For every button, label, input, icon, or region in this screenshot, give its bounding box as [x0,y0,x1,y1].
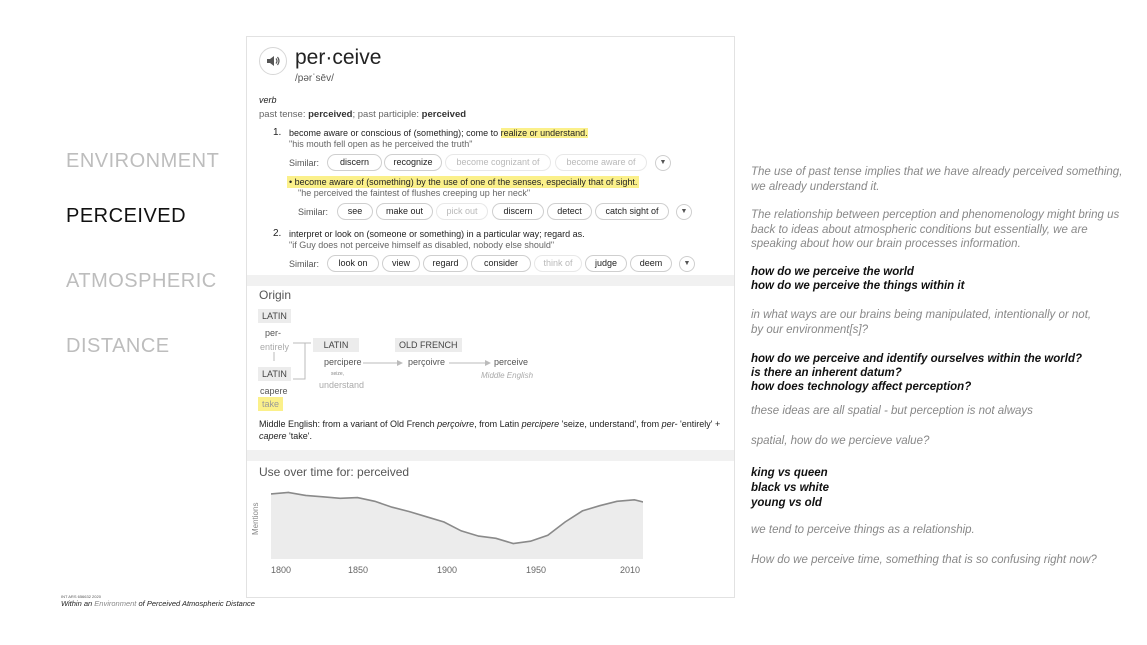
note-line: The use of past tense implies that we have already perceived something, [751,166,1123,178]
headword: per·ceive [295,46,382,69]
note-line: back to ideas about atmospheric conditions but essentially, we are [751,224,1088,236]
phonetic: /pərˈsēv/ [295,73,334,84]
synonym-chip[interactable]: look on [327,255,379,272]
chevron-down-icon[interactable]: ▼ [655,155,671,171]
chevron-down-icon[interactable]: ▼ [679,256,695,272]
root-percoivre: perçoivre [408,357,446,367]
note-line: in what ways are our brains being manipulated, intentionally or not, [751,309,1092,321]
footer-code: INT ARS 656632 2020 [61,594,101,599]
note-line: by our environment[s]? [751,324,868,336]
usage-point [340,498,341,499]
sense-1-sub-definition: • become aware of (something) by the use of one of the senses, especially that of sight. [289,177,638,187]
synonym-chip[interactable]: become cognizant of [445,154,551,171]
tense-line: past tense: perceived; past participle: perceived [259,109,467,120]
usage-point [565,521,566,522]
note-line: spatial, how do we percieve value? [751,435,930,447]
root-percipere: percipere [324,357,362,367]
note-line: how do we perceive and identify ourselves within the world? [751,353,1083,365]
sense-1-example: "his mouth fell open as he perceived the truth" [289,139,473,149]
note-line: king vs queen [751,467,828,479]
usage-point [357,497,358,498]
similar-label: Similar: [289,259,320,269]
x-tick-label: 1950 [526,565,547,575]
synonym-chip[interactable]: regard [423,255,468,272]
nav-environment[interactable]: ENVIRONMENT [66,150,220,172]
note-line: black vs white [751,482,829,494]
usage-point [426,516,427,517]
note-line: we tend to perceive things as a relationship. [751,524,975,536]
x-tick-label: 1800 [271,565,292,575]
lang-tag-old-french: OLD FRENCH [395,338,462,352]
synonym-chip[interactable]: discern [327,154,382,171]
note-line: how do we perceive the things within it [751,280,965,292]
synonym-chip[interactable]: pick out [436,203,488,220]
usage-point [513,543,514,544]
nav-distance[interactable]: DISTANCE [66,335,170,357]
chevron-down-icon[interactable]: ▼ [676,204,692,220]
usage-point [374,501,375,502]
usage-point [322,496,323,497]
synonym-chip[interactable]: think of [534,255,582,272]
usage-point [547,535,548,536]
divider [247,275,735,286]
root-capere-gloss: take [258,397,283,411]
lang-tag-latin: LATIN [258,367,291,381]
root-percipere-gloss: seize, [331,371,345,377]
synonym-chip[interactable]: see [337,203,373,220]
note-line: How do we perceive time, something that is so confusing right now? [751,554,1097,566]
root-perceive-lang: Middle English [481,371,534,380]
sense-1-number: 1. [273,127,282,138]
root-per-gloss: entirely [260,342,290,352]
note-line: The relationship between perception and phenomenology might bring us [751,209,1120,221]
synonym-chip[interactable]: detect [547,203,592,220]
usage-point [495,538,496,539]
etymology-text: Middle English: from a variant of Old French perçoivre, from Latin percipere 'seize, understand', from per- 'entirely' + capere 'take'. [259,419,721,441]
note-line: speaking about how our brain processes information. [751,238,1021,250]
synonym-chip[interactable]: judge [585,255,627,272]
usage-point [443,521,444,522]
synonym-chip[interactable]: become aware of [555,154,647,171]
dictionary-card [246,36,735,598]
synonym-chip[interactable]: consider [471,255,531,272]
synonym-chip[interactable]: catch sight of [595,203,669,220]
usage-point [478,536,479,537]
usage-point [409,511,410,512]
usage-point [530,541,531,542]
usage-point [461,530,462,531]
nav-perceived[interactable]: PERCEIVED [66,205,187,227]
usage-chart-ylabel: Mentions [251,502,260,535]
part-of-speech: verb [259,95,277,105]
usage-point [582,510,583,511]
note-line: these ideas are all spatial - but perception is not always [751,405,1033,417]
root-percipere-gloss-2: understand [319,380,365,390]
x-tick-label: 1850 [348,565,369,575]
etymology-lines [247,297,735,437]
note-line: young vs old [751,497,822,509]
similar-label: Similar: [298,207,329,217]
root-capere: capere [260,386,288,396]
synonym-chip[interactable]: view [382,255,420,272]
usage-point [634,499,635,500]
lang-tag-latin: LATIN [258,309,291,323]
nav-atmospheric[interactable]: ATMOSPHERIC [66,270,217,292]
usage-point [288,492,289,493]
origin-title: Origin [259,288,292,302]
sense-2-number: 2. [273,228,282,239]
sense-2-example: "if Guy does not perceive himself as disabled, nobody else should" [289,240,555,250]
footer-caption [61,594,255,608]
usage-point [599,505,600,506]
usage-chart [271,483,643,563]
synonym-chip[interactable]: recognize [384,154,442,171]
x-tick-label: 1900 [437,565,458,575]
speaker-icon[interactable] [259,47,287,75]
synonym-chip[interactable]: discern [492,203,544,220]
note-line: how do we perceive the world [751,266,914,278]
sense-1-definition: become aware or conscious of (something); come to realize or understand. [289,128,588,138]
similar-label: Similar: [289,158,320,168]
root-perceive: perceive [494,357,529,367]
sense-1-sub-example: "he perceived the faintest of flushes creeping up her neck" [298,188,531,198]
divider [247,450,735,461]
note-line: is there an inherent datum? [751,367,902,379]
synonym-chip[interactable]: deem [630,255,672,272]
root-per: per- [265,328,282,338]
usage-point [305,495,306,496]
usage-area [271,492,643,559]
lang-tag-latin: LATIN [313,338,359,352]
usage-point [616,501,617,502]
sense-2-definition: interpret or look on (someone or something) in a particular way; regard as. [289,229,585,239]
note-line: how does technology affect perception? [751,381,972,393]
usage-point [392,507,393,508]
x-tick-label: 2010 [620,565,641,575]
note-line: we already understand it. [751,181,880,193]
usage-chart-title: Use over time for: perceived [259,465,410,479]
footer-title: Within an Environment of Perceived Atmospheric Distance [61,599,255,608]
synonym-chip[interactable]: make out [376,203,433,220]
